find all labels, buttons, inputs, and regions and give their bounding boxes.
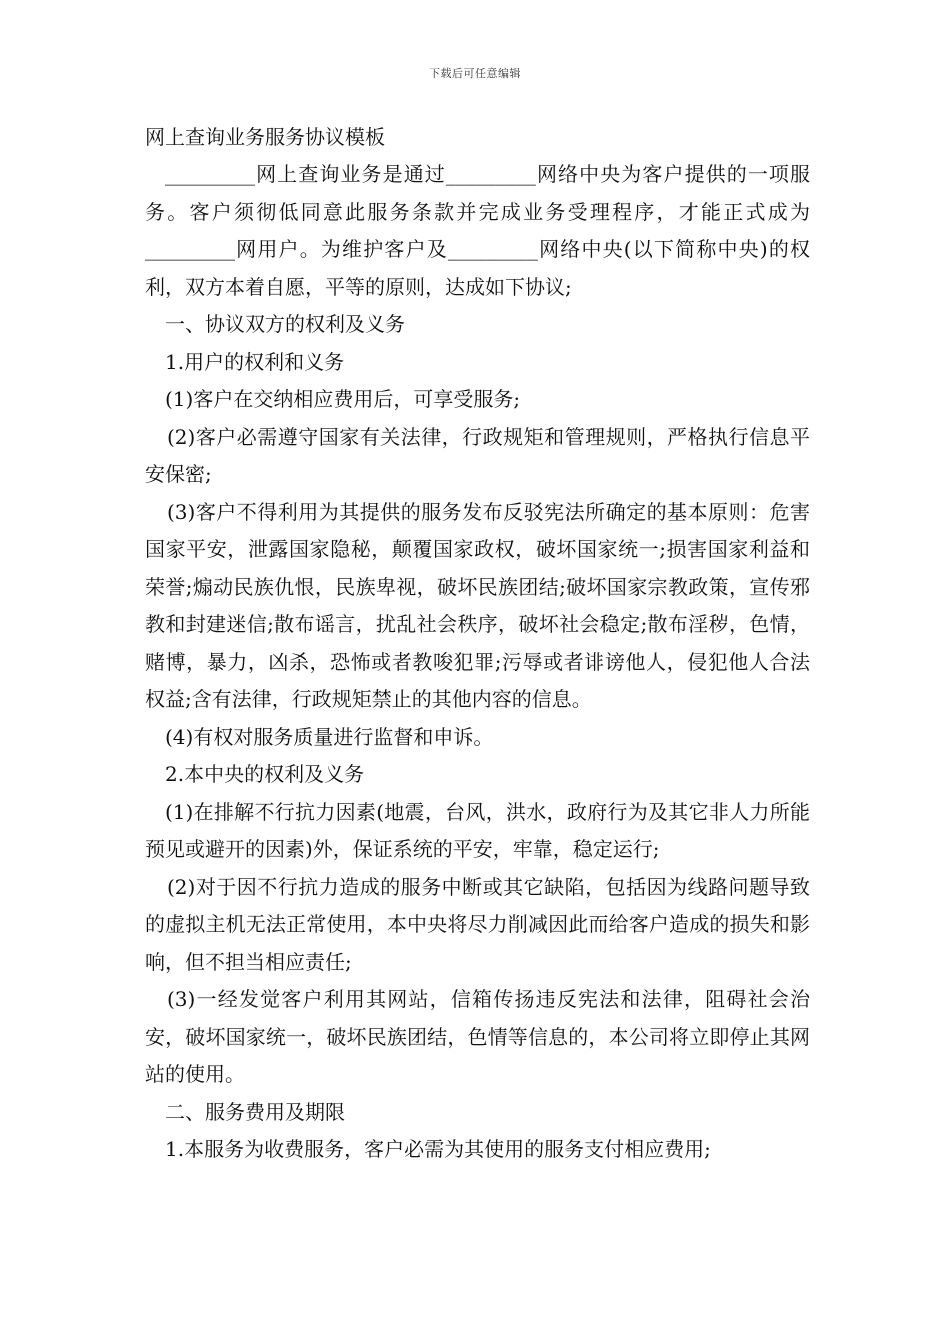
- document-body: [145, 118, 810, 1169]
- clause-paragraph: (2)客户必需遵守国家有关法律，行政规矩和管理规则，严格执行信息平安保密;: [145, 424, 810, 486]
- section-heading: 二、服务费用及期限: [165, 1099, 345, 1124]
- clause-paragraph: (3)一经发觉客户利用其网站，信箱传扬违反宪法和法律，阻碍社会治安，破坏国家统一，破坏民族团结，色情等信息的，本公司将立即停止其网站的使用。: [145, 987, 810, 1086]
- document-title: 网上查询业务服务协议模板: [145, 125, 385, 149]
- page-header: 下载后可任意编辑: [429, 67, 521, 80]
- clause-paragraph: (4)有权对服务质量进行监督和申诉。: [165, 724, 494, 749]
- section-heading: 一、协议双方的权利及义务: [165, 312, 405, 336]
- intro-paragraph: _________网上查询业务是通过_________网络中央为客户提供的一项服务。客户须彻低同意此服务条款并完成业务受理程序，才能正式成为_________网用户。为维护客户及_________网络中央(以下简称中央)的权利，双方本着自愿，平等的原则，达成如下协议;: [145, 162, 810, 299]
- clause-paragraph: (2)对于因不行抗力造成的服务中断或其它缺陷，包括因为线路问题导致的虚拟主机无法正常使用，本中央将尽力削减因此而给客户造成的损失和影响，但不担当相应责任;: [145, 874, 810, 974]
- subsection-heading: 1.用户的权利和义务: [165, 349, 345, 374]
- clause-paragraph: (1)客户在交纳相应费用后，可享受服务;: [165, 387, 521, 411]
- subsection-heading: 2.本中央的权利及义务: [165, 762, 365, 786]
- clause-paragraph: (3)客户不得利用为其提供的服务发布反驳宪法所确定的基本原则：危害国家平安，泄露国家隐秘，颠覆国家政权，破坏国家统一;损害国家利益和荣誉;煽动民族仇恨，民族卑视，破坏民族团结;破坏国家宗教政策，宣传邪教和封建迷信;散布谣言，扰乱社会秩序，破坏社会稳定;散布淫秽，色情，赌博，暴力，凶杀，恐怖或者教唆犯罪;污辱或者诽谤他人，侵犯他人合法权益;含有法律，行政规矩禁止的其他内容的信息。: [145, 499, 810, 711]
- clause-paragraph: 1.本服务为收费服务，客户必需为其使用的服务支付相应费用;: [165, 1137, 711, 1161]
- clause-paragraph: (1)在排解不行抗力因素(地震，台风，洪水，政府行为及其它非人力所能预见或避开的因素)外，保证系统的平安，牢靠，稳定运行;: [145, 799, 810, 861]
